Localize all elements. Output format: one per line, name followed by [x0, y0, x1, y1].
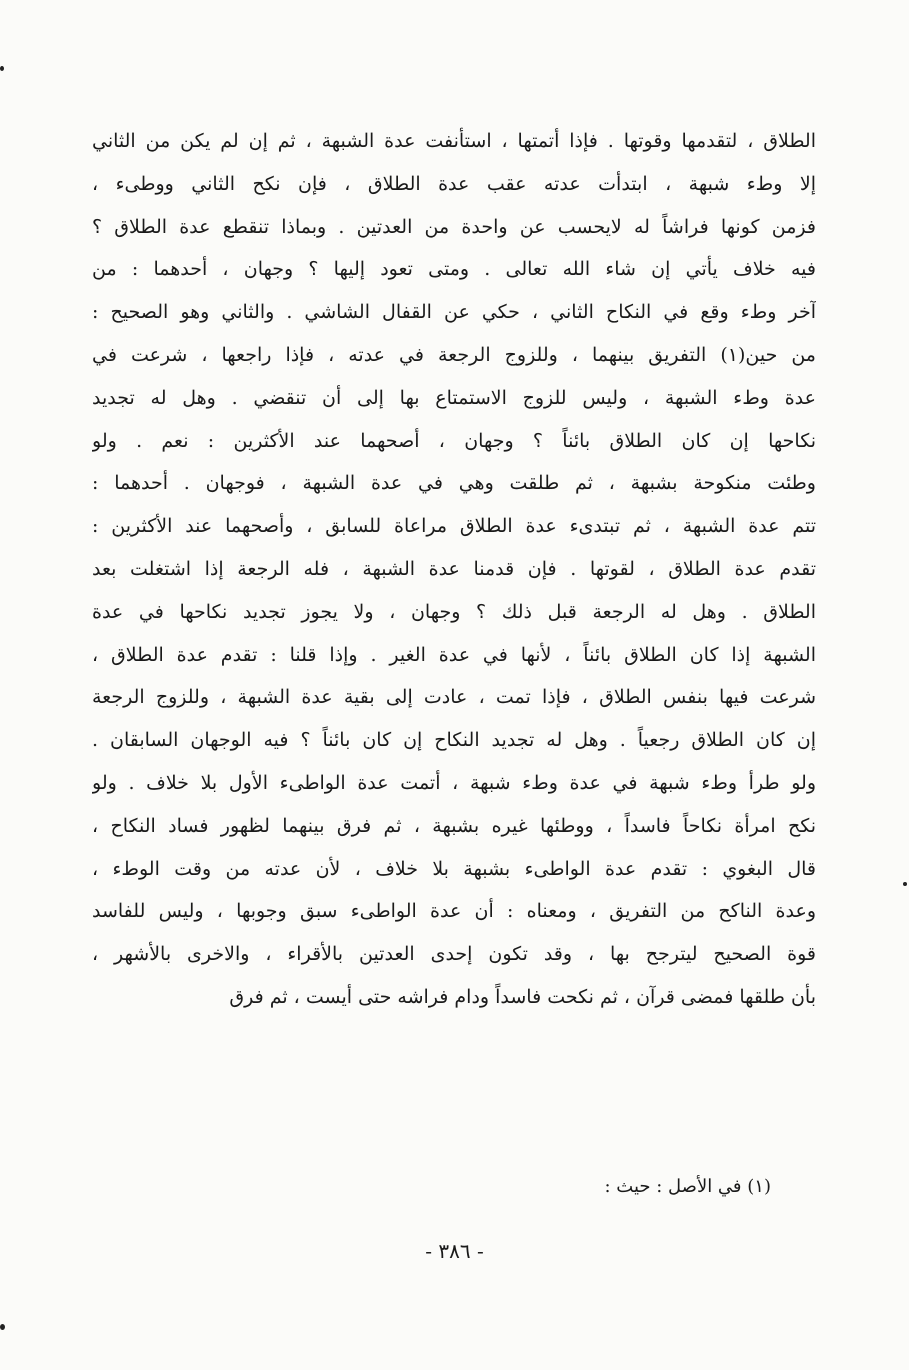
text-line: ولو طرأ وطء شبهة في عدة وطء شبهة ، أتمت عدة الواطىء الأول بلا خلاف . ولو: [92, 771, 816, 794]
text-line: نكاحها إن كان الطلاق بائناً ؟ وجهان ، أصحهما عند الأكثرين : نعم . ولو: [92, 429, 816, 452]
text-line: الطلاق . وهل له الرجعة قبل ذلك ؟ وجهان ، ولا يجوز تجديد نكاحها في عدة: [92, 600, 816, 623]
scan-speck: [903, 882, 907, 886]
text-line: قوة الصحيح ليترجح بها ، وقد تكون إحدى العدتين بالأقراء ، والاخرى بالأشهر ،: [92, 943, 816, 966]
text-line: من حين(١) التفريق بينهما ، وللزوج الرجعة في عدته ، فإذا راجعها ، شرعت في: [92, 343, 816, 366]
text-line: إن كان الطلاق رجعياً . وهل له تجديد النكاح إن كان بائناً ؟ فيه الوجهان السابقان .: [92, 729, 816, 752]
text-line: آخر وطء وقع في النكاح الثاني ، حكي عن القفال الشاشي . والثاني وهو الصحيح :: [92, 301, 816, 324]
text-line: عدة وطء الشبهة ، وليس للزوج الاستمتاع بها إلى أن تنقضي . وهل له تجديد: [92, 386, 816, 409]
text-line: نكح امرأة نكاحاً فاسداً ، ووطئها غيره بشبهة ، ثم فرق بينهما لظهور فساد النكاح ،: [92, 814, 816, 837]
text-line: الطلاق ، لتقدمها وقوتها . فإذا أتمتها ، استأنفت عدة الشبهة ، ثم إن لم يكن من الثاني: [92, 130, 816, 152]
text-line: شرعت فيها بنفس الطلاق ، فإذا تمت ، عادت إلى بقية عدة الشبهة ، وللزوج الرجعة: [92, 686, 816, 709]
text-line: الشبهة إذا كان الطلاق بائناً ، لأنها في عدة الغير . وإذا قلنا : تقدم عدة الطلاق ،: [92, 643, 816, 666]
text-line: فزمن كونها فراشاً له لايحسب عن واحدة من العدتين . وبماذا تنقطع عدة الطلاق ؟: [92, 215, 816, 238]
text-line: تقدم عدة الطلاق ، لقوتها . فإن قدمنا عدة الشبهة ، فله الرجعة إذا اشتغلت بعد: [92, 557, 816, 580]
main-text-block: [92, 120, 816, 1019]
text-line: تتم عدة الشبهة ، ثم تبتدىء عدة الطلاق مراعاة للسابق ، وأصحهما عند الأكثرين :: [92, 515, 816, 538]
text-line: إلا وطء شبهة ، ابتدأت عدته عقب عدة الطلاق ، فإن نكح الثاني ووطىء ،: [92, 172, 816, 195]
text-line: بأن طلقها فمضى قرآن ، ثم نكحت فاسداً ودام فراشه حتى أيست ، ثم فرق: [229, 985, 816, 1008]
text-line: فيه خلاف يأتي إن شاء الله تعالى . ومتى تعود إليها ؟ وجهان ، أحدهما : من: [92, 258, 816, 281]
text-line: وطئت منكوحة بشبهة ، ثم طلقت وهي في عدة الشبهة ، فوجهان . أحدهما :: [92, 472, 816, 495]
scan-speck: [0, 66, 4, 71]
scan-speck: [0, 1324, 5, 1330]
page-number: - ٣٨٦ -: [425, 1239, 484, 1263]
text-line: قال البغوي : تقدم عدة الواطىء بشبهة بلا خلاف ، لأن عدته من وقت الوطء ،: [92, 857, 816, 880]
footnote: (١) في الأصل : حيث :: [604, 1176, 771, 1197]
text-line: وعدة الناكح من التفريق ، ومعناه : أن عدة الواطىء سبق وجوبها ، وليس للفاسد: [92, 900, 816, 923]
